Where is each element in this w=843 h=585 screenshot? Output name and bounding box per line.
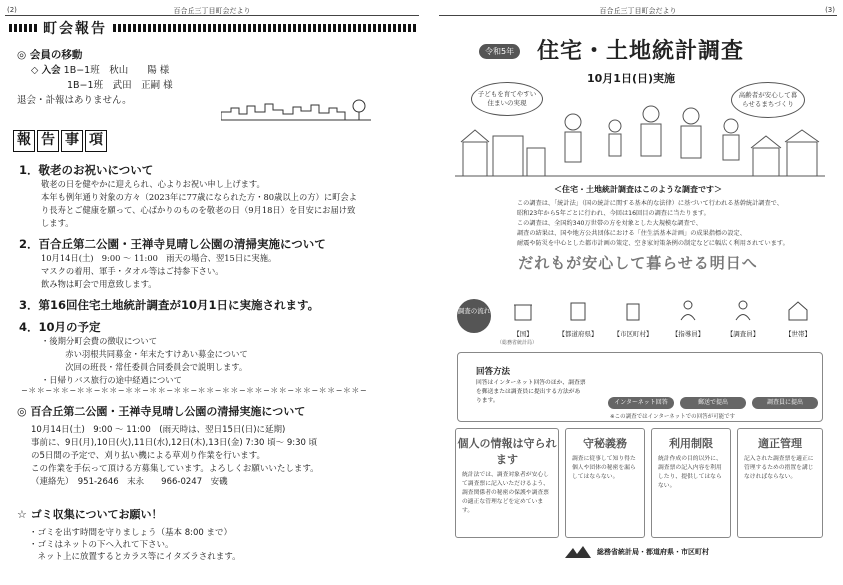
answer-option: 郵送で提出 — [680, 397, 746, 409]
garbage-line: ネット上に放置するとカラス等にイタズラされます。 — [29, 552, 241, 562]
item-line: ・後期分町会費の徴収について — [41, 336, 157, 346]
item-heading: 3．第16回住宅土地統計調査が10月1日に実施されます。 — [19, 298, 320, 312]
flow-node — [613, 299, 653, 338]
flow-node — [723, 299, 763, 338]
join-member: 1B−1班 秋山 陽 様 — [63, 65, 170, 76]
about-line: 調査の結果は、国や地方公共団体における「住生活基本計画」の成果指標の設定、 — [517, 230, 746, 237]
answer-option: 調査員に提出 — [752, 397, 818, 409]
cleanup-section — [17, 404, 413, 489]
cleanup-title: ◎ 百合丘第二公園・王禅寺見晴し公園の清掃実施について — [17, 405, 306, 418]
header-rule — [5, 15, 419, 16]
box-text: 統計法では、調査対象者が安心して調査票に記入いただけるよう、調査関係者の秘密の保護や調査票の適正な管理などを定めています。 — [462, 472, 549, 514]
item-line: 次回の班長・常任委員合同委員会で説明します。 — [57, 362, 248, 372]
item-line: 本年も例年通り対象の方々（2023年に77歳になられた方・80歳以上の方）に町会よ — [41, 192, 358, 202]
members-heading: ◎ 会員の移動 — [17, 49, 83, 61]
report-title — [13, 130, 109, 152]
page-header — [3, 4, 421, 17]
flow-node — [558, 299, 598, 338]
answer-option: インターネット回答 — [608, 397, 674, 409]
survey-date: 10月1日(日)実施 — [587, 72, 676, 85]
proper-management-box — [737, 428, 823, 538]
answer-method-box — [457, 352, 823, 422]
flow-node-label: 【国】 — [513, 330, 533, 338]
garbage-section — [17, 507, 413, 563]
flow-node-label: 【都道府県】 — [558, 330, 598, 338]
item-line: 10月14日(土) 9:00 〜 11:00 雨天の場合、翌15日に実施。 — [41, 253, 277, 263]
person-icon — [677, 299, 699, 321]
flow-node — [778, 299, 818, 338]
house-icon — [787, 299, 809, 321]
page-header — [437, 4, 839, 17]
item-line: します。 — [41, 218, 74, 228]
members-section — [17, 48, 173, 108]
cleanup-contact: （連絡先） 951-2646 末永 966-0247 安磯 — [31, 477, 228, 487]
box-heading: 利用制限 — [669, 437, 713, 450]
report-title-char: 報 — [13, 130, 35, 152]
report-title-char: 項 — [85, 130, 107, 152]
garbage-title: ☆ ゴミ収集についてお願い！ — [17, 508, 163, 521]
flow-node-label: 【調査員】 — [726, 330, 760, 338]
flow-node — [503, 299, 543, 338]
cleanup-line: 事前に、9日(月),10日(火),11日(水),12日(木),13日(金) 7:30 頃〜 9:30 頃 — [31, 438, 318, 448]
building-icon — [512, 299, 534, 321]
skyline-illustration — [221, 98, 371, 122]
item-heading: 2．百合丘第二公園・王禅寺見晴し公園の清掃実施について — [19, 237, 326, 251]
flow-node-label: 【世帯】 — [785, 330, 811, 338]
box-text: 記入された調査票を適正に管理するための措置を講じなければならない。 — [744, 456, 814, 480]
about-line: 昭和23年から5年ごとに行われ、今回は16回目の調査に当たります。 — [517, 210, 710, 217]
item-line: 赤い羽根共同募金・年末たすけあい募金について — [57, 349, 248, 359]
item-heading: 1．敬老のお祝いについて — [19, 163, 154, 177]
item-line: ・日帰りバス旅行の途中経過について — [41, 375, 182, 385]
decor-bar — [9, 24, 37, 32]
divider: −＊＊−＊＊−＊＊−＊＊−＊＊−＊＊−＊＊−＊＊−＊＊−＊＊−＊＊−＊＊−＊＊−＊＊− — [21, 386, 368, 395]
survey-flow — [503, 299, 823, 349]
cleanup-line: この作業を手伝って頂ける方募集しています。よろしくお願いいたします。 — [31, 464, 319, 474]
cleanup-line: の5日間の予定で、刈り払い機による草刈り作業を行います。 — [31, 451, 266, 461]
flow-sub-note: （総務省統計局） — [497, 340, 538, 346]
garbage-body — [29, 527, 413, 563]
answer-title: 回答方法 — [476, 367, 511, 377]
agency-logo-icon — [565, 546, 591, 558]
box-text: 調査に従事して知り得た個人や団体の秘密を漏らしてはならない。 — [572, 456, 636, 480]
box-text: 統計作成の目的以外に、調査票の記入内容を利用したり、提供してはならない。 — [658, 456, 722, 489]
section-title-bar — [9, 20, 417, 35]
confidentiality-box — [565, 428, 645, 538]
about-text — [517, 199, 819, 249]
right-page — [437, 4, 839, 582]
flow-label: 調査の流れ — [457, 299, 491, 333]
item-line: 飲み物は町会で用意致します。 — [41, 279, 157, 289]
flow-node-label: 【指導員】 — [671, 330, 705, 338]
footer-text: 総務省統計局・都道府県・市区町村 — [597, 548, 709, 556]
box-heading: 個人の情報は守られます — [457, 437, 557, 466]
decor-bar — [113, 24, 417, 32]
report-title-char: 事 — [61, 130, 83, 152]
speech-bubble: 子どもを育てやすい住まいの実現 — [471, 82, 543, 116]
item-line: り長寿とご健康を願って、心ばかりのものを敬老の日（9月18日）を目安にお届け致 — [41, 205, 356, 215]
flow-node — [668, 299, 708, 338]
page-number: (3) — [825, 6, 835, 14]
box-heading: 適正管理 — [758, 437, 802, 450]
answer-text: 回答はインターネット回答のほか、調査票を郵送または調査員に提出する方法があります。 — [476, 380, 586, 404]
item-line: マスクの着用、軍手・タオル等はご持参下さい。 — [41, 266, 224, 276]
leave-text: 退会・訃報はありません。 — [17, 95, 132, 106]
report-title-char: 告 — [37, 130, 59, 152]
year-badge: 令和5年 — [479, 44, 520, 59]
report-items — [19, 156, 413, 387]
garbage-line: ・ゴミはネットの下へ入れて下さい。 — [29, 540, 174, 550]
person-icon — [732, 299, 754, 321]
cleanup-body — [31, 424, 413, 489]
about-line: 耐震や防災を中心とした都市計画の策定、空き家対策条例の制定などに幅広く利用されています。 — [517, 240, 789, 247]
page-number: (2) — [7, 6, 17, 14]
flow-node-label: 【市区町村】 — [613, 330, 653, 338]
building-icon — [622, 299, 644, 321]
box-heading: 守秘義務 — [583, 437, 627, 450]
about-heading: ＜住宅・土地統計調査はこのような調査です＞ — [554, 185, 722, 194]
slogan: だれもが安心して暮らせる明日へ — [518, 254, 758, 272]
building-icon — [567, 299, 589, 321]
join-label: ◇ 入会 — [31, 65, 61, 76]
header-title: 百合丘三丁目町会だより — [599, 7, 677, 15]
join-row — [31, 63, 173, 78]
speech-bubble: 高齢者が安心して暮らせるまちづくり — [731, 82, 805, 118]
section-title: 町会報告 — [43, 20, 107, 37]
header-rule — [439, 15, 837, 16]
left-page — [3, 4, 421, 582]
privacy-box — [455, 428, 559, 538]
header-title: 百合丘三丁目町会だより — [173, 7, 251, 15]
item-heading: 4．10月の予定 — [19, 320, 101, 334]
garbage-line: ・ゴミを出す時間を守りましょう（基本 8:00 まで） — [29, 528, 232, 538]
join-member: 1B−1班 武田 正嗣 様 — [67, 80, 173, 91]
answer-note: ※この調査ではインターネットでの回答が可能です — [610, 414, 736, 420]
about-line: この調査は、全国約340万世帯の方を対象とした大規模な調査で、 — [517, 220, 702, 227]
footer — [565, 546, 709, 558]
flyer-title: 住宅・土地統計調査 — [537, 39, 745, 64]
usage-limit-box — [651, 428, 731, 538]
cleanup-line: 10月14日(土) 9:00 〜 11:00 (雨天時は、翌日15日(日)に延期) — [31, 425, 286, 435]
item-line: 敬老の日を健やかに迎えられ、心よりお祝い申し上げます。 — [41, 179, 265, 189]
about-line: この調査は、「統計法」（国の統計に関する基本的な法律）に基づいて行われる基幹統計調査で、 — [517, 200, 783, 207]
